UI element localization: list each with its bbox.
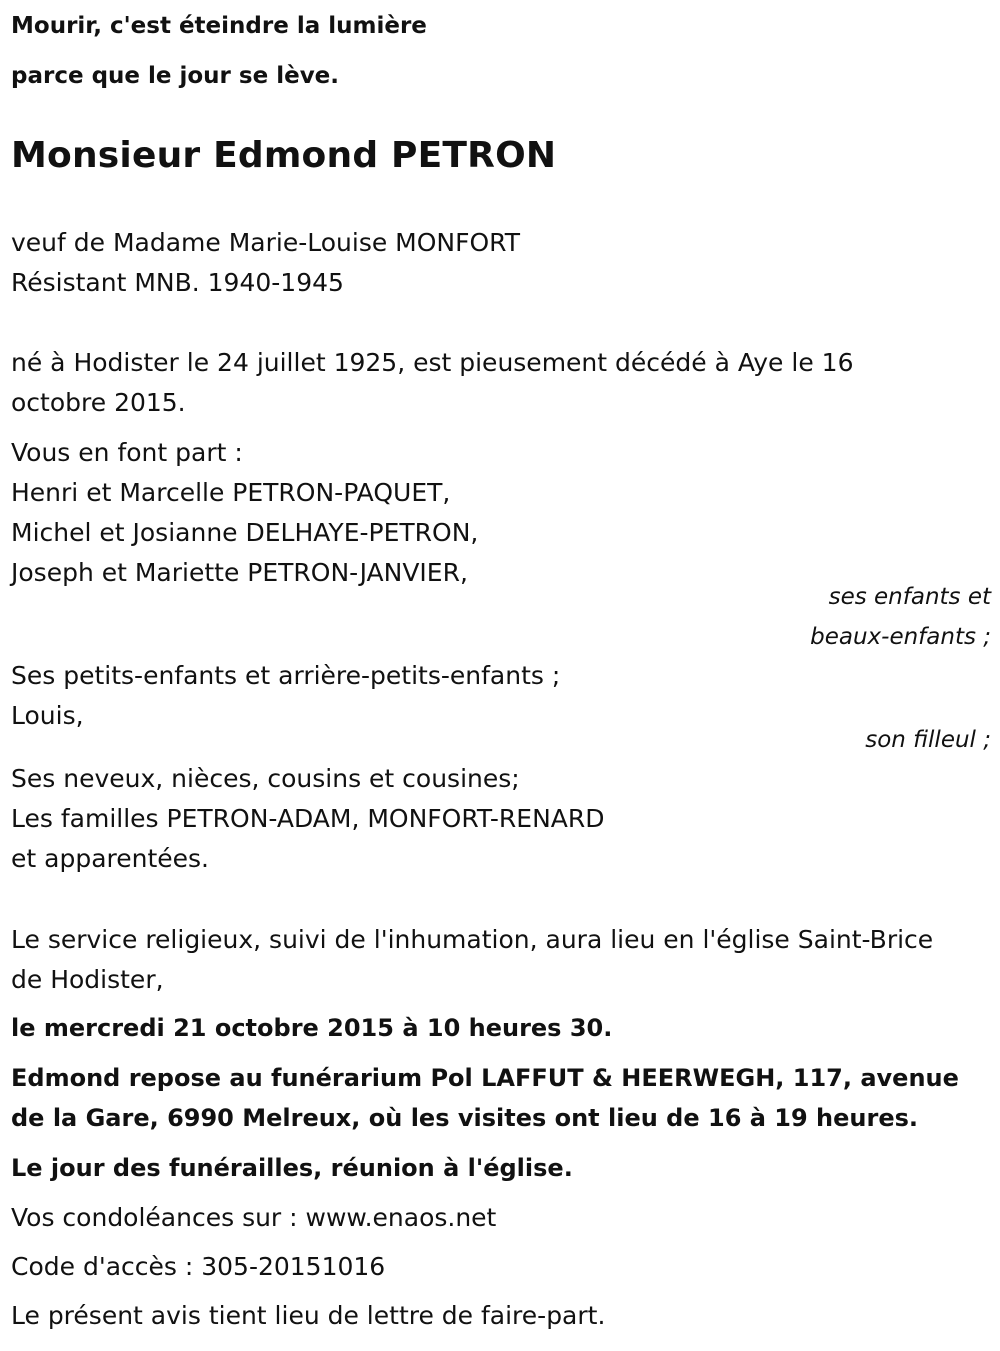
child-line: Michel et Josianne DELHAYE-PETRON, (11, 518, 479, 547)
birth-death-line-2: octobre 2015. (11, 388, 186, 417)
spouse-line: veuf de Madame Marie-Louise MONFORT (11, 228, 520, 257)
notice-line: Le présent avis tient lieu de lettre de faire-part. (11, 1301, 606, 1330)
relatives-line: Ses neveux, nièces, cousins et cousines; (11, 764, 520, 793)
families-line: Les familles PETRON-ADAM, MONFORT-RENARD (11, 804, 605, 833)
service-line-2: de Hodister, (11, 965, 164, 994)
repose-line-1: Edmond repose au funérarium Pol LAFFUT & HEERWEGH, 117, avenue (11, 1064, 959, 1092)
title-line: Résistant MNB. 1940-1945 (11, 268, 344, 297)
godson-line: Louis, (11, 701, 84, 730)
announcement-intro: Vous en font part : (11, 438, 243, 467)
deceased-name: Monsieur Edmond PETRON (11, 135, 557, 176)
epigraph-line-1: Mourir, c'est éteindre la lumière (11, 13, 427, 39)
access-code-line: Code d'accès : 305-20151016 (11, 1252, 386, 1281)
birth-death-line-1: né à Hodister le 24 juillet 1925, est pieusement décédé à Aye le 16 (11, 348, 854, 377)
children-role-line-2: beaux-enfants ; (810, 624, 991, 650)
children-role-line-1: ses enfants et (828, 584, 991, 610)
condolences-line: Vos condoléances sur : www.enaos.net (11, 1203, 497, 1232)
child-line: Joseph et Mariette PETRON-JANVIER, (11, 558, 468, 587)
repose-line-2: de la Gare, 6990 Melreux, où les visites ont lieu de 16 à 19 heures. (11, 1104, 919, 1132)
epigraph-line-2: parce que le jour se lève. (11, 63, 340, 89)
grandchildren-line: Ses petits-enfants et arrière-petits-enfants ; (11, 661, 561, 690)
child-line: Henri et Marcelle PETRON-PAQUET, (11, 478, 451, 507)
allied-line: et apparentées. (11, 844, 209, 873)
service-date: le mercredi 21 octobre 2015 à 10 heures 30. (11, 1014, 613, 1042)
funeral-day-line: Le jour des funérailles, réunion à l'église. (11, 1154, 573, 1182)
service-line-1: Le service religieux, suivi de l'inhumation, aura lieu en l'église Saint-Brice (11, 925, 934, 954)
godson-role: son filleul ; (865, 727, 991, 753)
